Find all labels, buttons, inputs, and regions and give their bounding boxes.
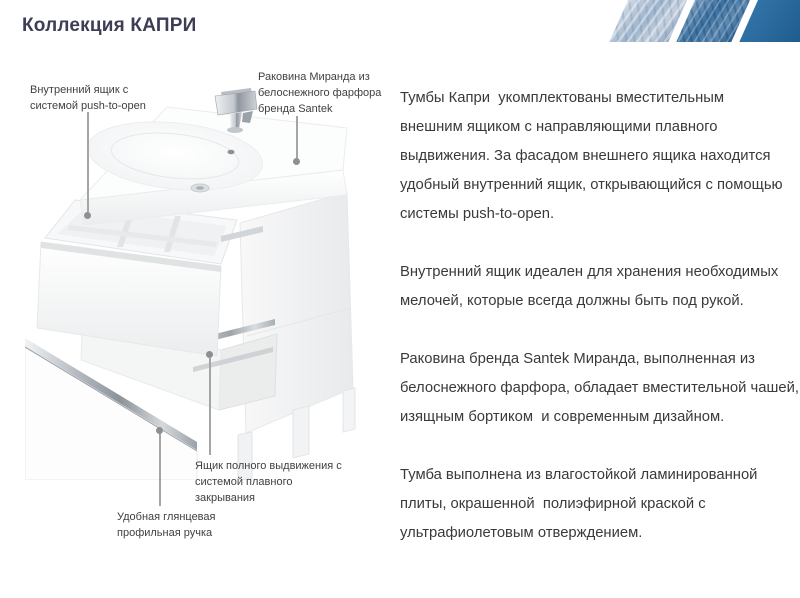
water-stripe-dark-icon — [739, 0, 800, 42]
callout-full-extension-drawer-line — [209, 358, 211, 455]
callout-washbasin-line — [296, 116, 298, 160]
callout-handle-label: Удобная глянцевая профильная ручка — [117, 511, 216, 539]
callout-washbasin-label: Раковина Миранда из белоснежного фарфора бренда Santek — [258, 71, 382, 115]
callout-inner-drawer-line — [87, 112, 89, 212]
water-corner-graphic — [600, 0, 800, 42]
callout-handle-dot — [156, 427, 163, 434]
water-stripe-medium-icon — [676, 0, 750, 42]
water-stripe-light-icon — [609, 0, 687, 42]
callout-inner-drawer-dot — [84, 212, 91, 219]
callout-inner-drawer-label: Внутренний ящик с системой push-to-open — [30, 84, 146, 112]
callout-full-extension-drawer-label: Ящик полного выдвижения с системой плавного закрывания — [195, 460, 342, 504]
vanity-illustration — [25, 88, 390, 480]
description-column — [400, 84, 799, 577]
description-paragraph: Тумбы Капри укомплектованы вместительным внешним ящиком с направляющими плавного выдвижения. За фасадом внешнего ящика находится удобный внутренний ящик, открывающийся с помощью системы push-to-open. — [400, 90, 783, 222]
page-title: Коллекция КАПРИ — [22, 15, 197, 36]
description-paragraph: Внутренний ящик идеален для хранения необходимых мелочей, которые всегда должны быть под рукой. — [400, 264, 779, 309]
description-paragraph: Тумба выполнена из влагостойкой ламинированной плиты, окрашенной полиэфирной краской с ультрафиолетовым отверждением. — [400, 467, 758, 541]
callout-full-extension-drawer-dot — [206, 351, 213, 358]
callout-washbasin-dot — [293, 158, 300, 165]
description-paragraph: Раковина бренда Santek Миранда, выполненная из белоснежного фарфора, обладает вместительной чашей, изящным бортиком и современным дизайном. — [400, 351, 799, 425]
callout-handle-line — [159, 430, 161, 506]
